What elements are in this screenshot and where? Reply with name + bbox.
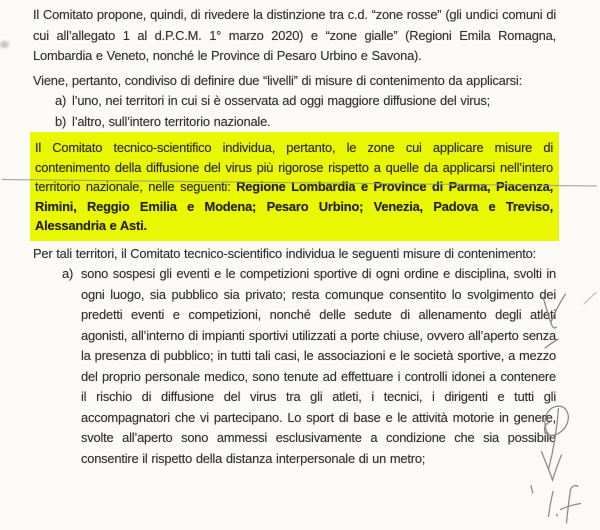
list-marker: a) [62,266,74,281]
list-item-measure-a [62,264,556,469]
initials-pen-mark [531,486,581,524]
paragraph-two-levels-intro: Viene, pertanto, condiviso di definire due “livelli” di misure di contenimento da applicarsi: [33,72,522,88]
levels-list [33,91,556,132]
paragraph-measures-intro: Per tali territori, il Comitato tecnico-scientifico individua le seguenti misure di contenimento: [33,245,537,261]
list-item-level-a [55,91,556,112]
list-item-text: l’altro, sull’intero territorio nazionale. [72,113,271,129]
highlighted-paragraph [30,132,559,241]
list-item-text: l’uno, nei territori in cui si è osservata ad oggi maggiore diffusione del virus; [72,93,490,108]
list-marker: b) [55,113,67,129]
list-marker: a) [55,93,67,108]
highlight-bold-zone-names: Regione Lombardia e Province di Parma, Piacenza, Rimini, Reggio Emilia e Modena; Pesaro Urbino; Venezia, Padova e Treviso, Alessandria e Asti. [35,179,553,233]
measures-list [33,264,556,469]
apostrophe-tick [531,486,533,494]
list-item-text: sono sospesi gli eventi e le competizioni sportive di ogni ordine e disciplina, svolti in ogni luogo, sia pubblico sia privato; resta comunque consentito lo svolgimento dei predetti eventi e competizioni, nonché delle sedute di allenamento degli atleti agonisti, all’interno di impianti sportivi utilizzati a porte chiuse, ovvero all’aperto senza la presenza di pubblico; in tutti tali casi, le associazioni e le società sportive, a mezzo del proprio personale medico, sono tenute ad effettuare i controlli idonei a contenere il rischio di diffusione del virus tra gli atleti, i tecnici, i dirigenti e tutti gli accompagnatori che vi partecipano. Lo sport di base e le attività motorie in genere, svolte all’aperto sono ammessi esclusivamente a condizione che sia possibile consentire il rispetto della distanza interpersonale di un metro; [81,266,556,466]
scan-smudge-left-edge [0,41,9,48]
list-item-level-b [55,112,556,133]
highlight-normal-text: Il Comitato tecnico-scientifico individua, pertanto, le zone cui applicare misure di contenimento della diffusione del virus più rigorose rispetto a quelle da applicarsi nell’intero territorio nazionale, nelle seguenti: [35,140,553,194]
paragraph-zones-revision: Il Comitato propone, quindi, di rivedere la distinzione tra c.d. “zone rosse” (gli undici comuni di cui all’allegato 1 al d.P.C.M. 1° marzo 2020) e “zone gialle” (Regioni Emila Romagna, Lombardia e Veneto, nonché le Province di Pesaro Urbino e Savona). [33,7,556,63]
